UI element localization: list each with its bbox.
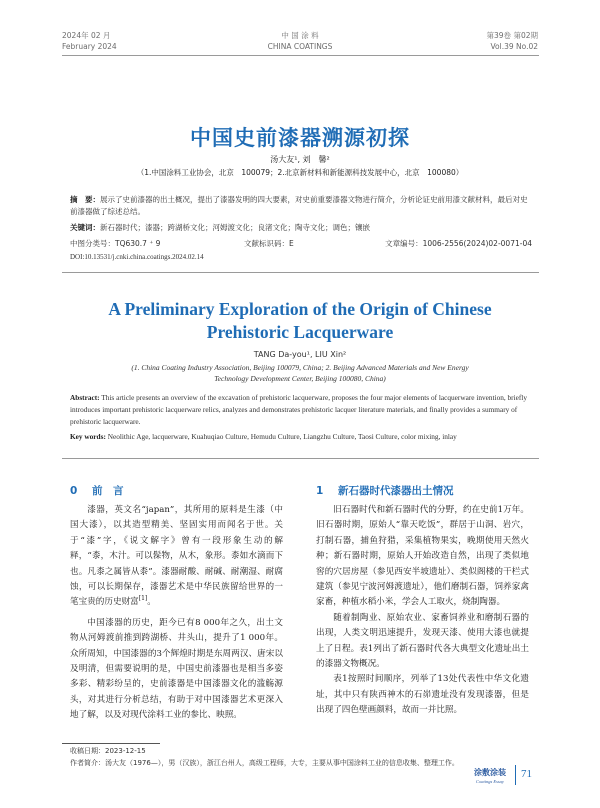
- keywords-en: [70, 431, 532, 443]
- header-right: [487, 30, 538, 52]
- article-title-cn: 中国史前漆器溯源初探: [190, 126, 410, 150]
- body-column-left: [70, 503, 283, 724]
- section-title-1: 新石器时代漆器出土情况: [338, 485, 454, 497]
- header-volume-en: Vol.39 No.02: [490, 42, 538, 51]
- abstract-en: [70, 392, 532, 428]
- paragraph: 表1按照时间顺序，列举了13处代表性中华文化遗址，其中只有陕西神木的石峁遗址没有发现漆器，但是出现了四色壁画颜料，故而一并比照。: [316, 674, 529, 716]
- keywords-text-en: Neolithic Age, lacquerware, Kuahuqiao Culture, Hemudu Culture, Liangzhu Culture, Taosi Culture, color mixing, inlay: [107, 432, 457, 441]
- abstract-label-cn: 摘 要：: [70, 195, 100, 204]
- body-column-right: [316, 503, 529, 719]
- keywords-text-cn: 新石器时代；漆器；跨湖桥文化；河姆渡文化；良渚文化；陶寺文化；调色；镶嵌: [100, 223, 370, 232]
- section-title-0: 前 言: [92, 485, 124, 497]
- paragraph-text: 。: [147, 597, 156, 608]
- page-number: 71: [521, 768, 532, 780]
- keywords-cn: [70, 222, 530, 234]
- article-number: 文章编号：1006-2556(2024)02-0071-04: [385, 239, 532, 248]
- journal-logo-cn: 涂敷涂装: [474, 768, 506, 777]
- footnote-rule: [62, 743, 160, 744]
- keywords-label-cn: 关键词：: [70, 223, 100, 232]
- header-journal-cn: 中 国 涂 料: [281, 31, 319, 40]
- section-number-0: 0: [70, 485, 78, 497]
- header-journal-en: CHINA COATINGS: [267, 42, 333, 51]
- header-date-cn: 2024年 02 月: [62, 31, 111, 40]
- paragraph: 旧石器时代和新石器时代的分野，约在史前1万年。旧石器时期，原始人“靠天吃饭”，群居于山洞、岩穴，打制石器，捕鱼狩猎，采集植物果实，晚期使用天然火种；新石器时期，原始人开始改造自然，出现了类似地窖的穴居房屋（参见西安半坡遗址）、类似阁楼的干栏式建筑（参见宁波河姆渡遗址），他们磨制石器，饲养家禽家畜，种植水稻小米，学会人工取火，烧制陶器。: [316, 505, 529, 608]
- footnote-author-intro: 作者简介：汤大友（1976—），男（汉族），浙江台州人，高级工程师，大专，主要从事中国涂料工业的信息收集、整理工作。: [70, 759, 459, 767]
- section-number-1: 1: [316, 485, 324, 497]
- doi: DOI:10.13531/j.cnki.china.coatings.2024.02.14: [70, 253, 204, 261]
- paragraph: 随着制陶业、原始农业、家畜饲养业和磨制石器的出现，人类文明迅速提升，发现天漆、使用大漆也就提上了日程。表1列出了新石器时代各大典型文化遗址出土的漆器文物概况。: [316, 612, 529, 670]
- title-en-line2: Prehistoric Lacquerware: [206, 322, 394, 342]
- journal-logo: [470, 767, 510, 784]
- abstract-text-cn: 展示了史前漆器的出土概况，提出了漆器发明的四大要素，对史前重要漆器文物进行简介，分析论证史前用漆文献材料，最后对史前漆器做了综述总结。: [70, 195, 528, 216]
- authors-cn: 汤大友¹, 刘 馨²: [270, 155, 330, 164]
- authors-en: TANG Da-you¹, LIU Xin²: [253, 350, 347, 359]
- paragraph: 中国漆器的历史，距今已有8 000年之久，出土文物从河姆渡前推到跨湖桥、井头山，提升了1 000年。众所周知，中国漆器的3个辉煌时期是东周两汉、唐宋以及明清，但需要说明的是，中国史前漆器也是相当多姿多彩、精彩纷呈的，史前漆器是中国漆器文化的滥觞源头，对其进行分析总结，有助于对中国漆器艺术更深入地了解，以及对现代涂料工业的参比、映照。: [70, 617, 283, 721]
- title-rule: [62, 272, 539, 273]
- section-heading-0: [70, 483, 124, 498]
- paragraph: [70, 503, 283, 611]
- section-heading-1: [316, 483, 454, 498]
- header-volume-cn: 第39卷 第02期: [486, 31, 538, 40]
- affiliation-cn: （1.中国涂料工业协会，北京 100079；2.北京新材料和新能源科技发展中心，北京 100080）: [136, 168, 464, 177]
- body-top-rule: [62, 458, 539, 459]
- page-number-divider: [515, 765, 516, 785]
- paragraph-text: 漆器，英文名“japan”，其所用的原料是生漆（中国大漆），以其造型精美、坚固实用而闻名于世。关于“漆”字，《说文解字》曾有一段形象生动的解释，“桼，木汁。可以髹物，从木，象形。桼如水滴而下也。凡桼之属皆从桼”。漆器耐酸、耐碱、耐潮湿、耐腐蚀，可以长期保存，漆器艺术是中华民族留给世界的一笔宝贵的历史财富: [70, 505, 283, 608]
- keywords-label-en: Key words:: [70, 432, 106, 441]
- footnote-received: 收稿日期：2023-12-15: [70, 747, 146, 755]
- abstract-text-en: This article presents an overview of the excavation of prehistoric lacquerware, proposes the four major elements of lacquerware invention, briefly introduces important prehistoric lacquerware relics, analyzes and demonstrates prehistoric lacquer literature materials, and finally provides a summary of prehistoric lacquerware.: [70, 393, 527, 426]
- document-code: 文献标识码：E: [244, 239, 294, 248]
- article-title-en: [0, 298, 600, 344]
- header-rule: [62, 55, 539, 56]
- abstract-label-en: Abstract:: [70, 393, 100, 402]
- reference-marker[interactable]: [1]: [138, 595, 148, 603]
- header-date-en: February 2024: [62, 42, 117, 51]
- abstract-cn: [70, 194, 530, 218]
- clc-number: 中图分类号：TQ630.7 ⁺ 9: [70, 239, 161, 248]
- title-en-line1: A Preliminary Exploration of the Origin of Chinese: [108, 299, 492, 319]
- affiliation-en: (1. China Coating Industry Association, Beijing 100079, China; 2. Beijing Advanced Materials and New Energy Technology Development Center, Beijing 100080, China): [131, 363, 469, 383]
- journal-logo-en: Coatings Essay: [476, 779, 504, 784]
